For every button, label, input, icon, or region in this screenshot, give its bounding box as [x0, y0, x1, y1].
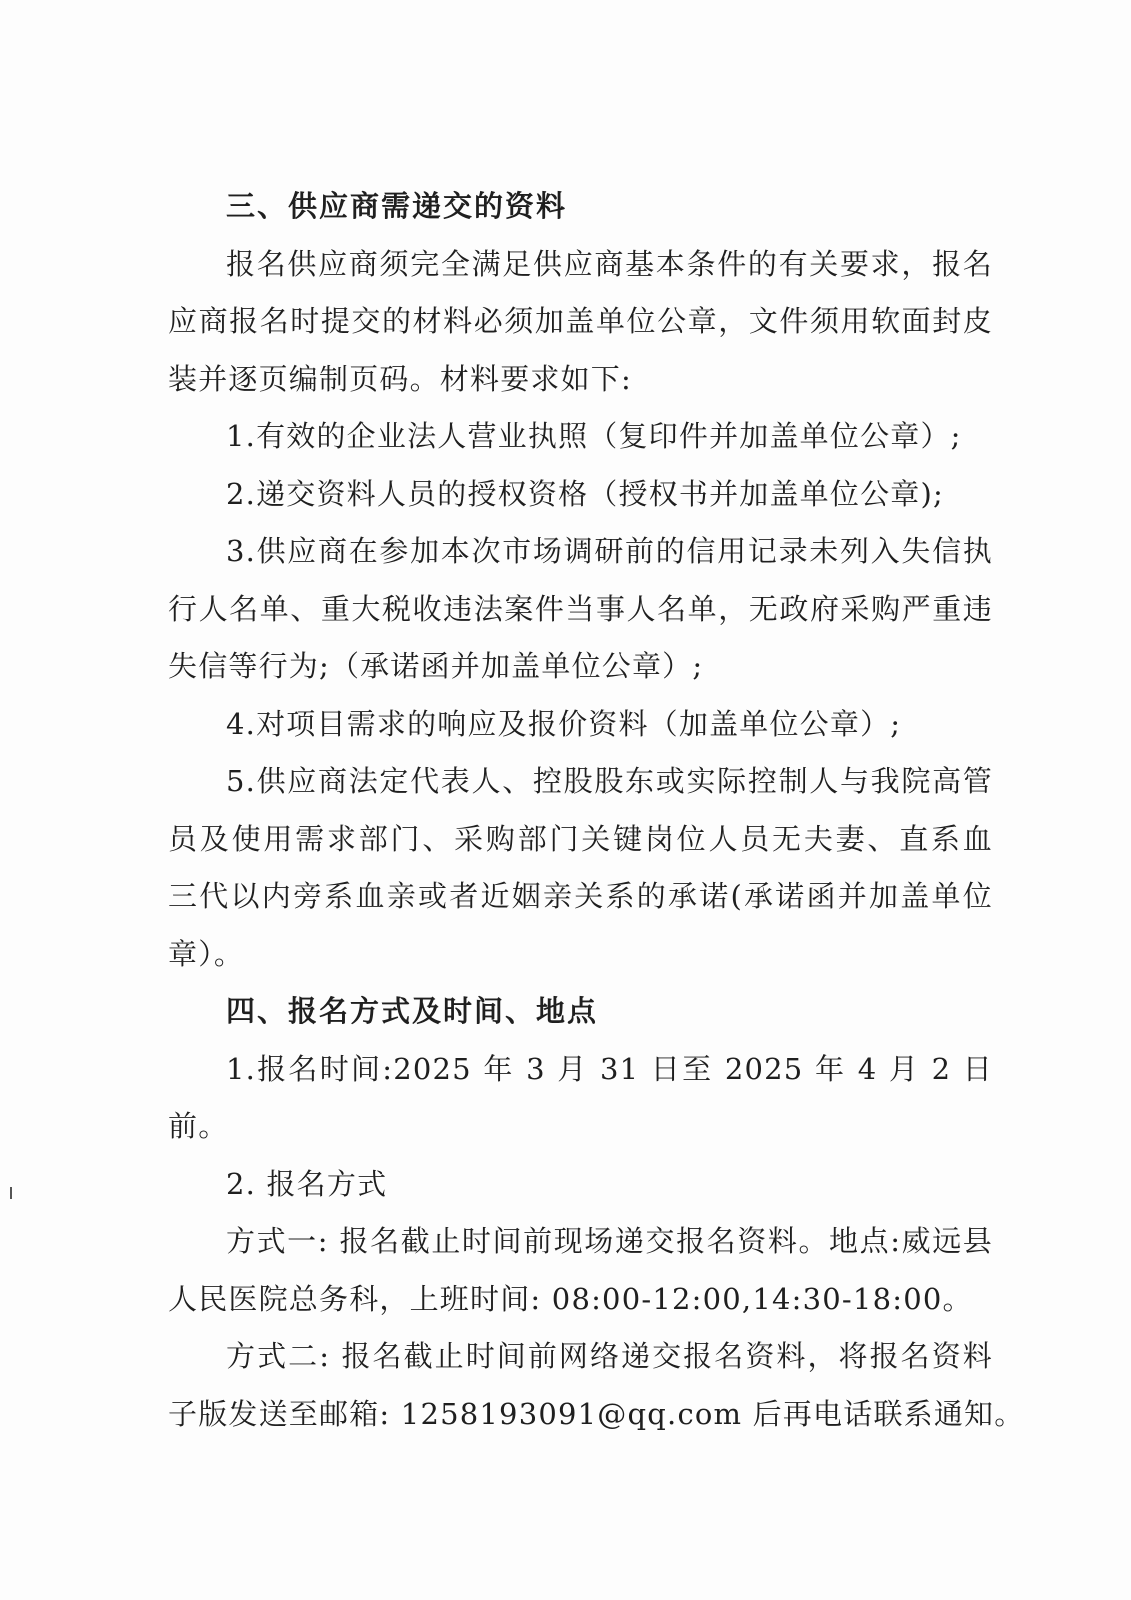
paragraph-line: 行人名单、重大税收违法案件当事人名单，无政府采购严重违: [168, 591, 993, 626]
paragraph-line: 5.供应商法定代表人、控股股东或实际控制人与我院高管: [226, 764, 993, 798]
paragraph-line: 装并逐页编制页码。材料要求如下:: [168, 361, 632, 396]
paragraph-line: 报名供应商须完全满足供应商基本条件的有关要求，报名: [226, 246, 993, 281]
paragraph-line: 方式一: 报名截止时间前现场递交报名资料。地点:威远县: [226, 1224, 993, 1258]
document-body: [168, 186, 1025, 1451]
paragraph-line: 2.递交资料人员的授权资格（授权书并加盖单位公章);: [226, 476, 944, 511]
paragraph-line: 方式二: 报名截止时间前网络递交报名资料，将报名资料: [226, 1339, 993, 1373]
scan-margin-mark: [10, 1187, 12, 1199]
paragraph-line: 人民医院总务科，上班时间: 08:00-12:00,14:30-18:00。: [168, 1281, 973, 1316]
paragraph-line: 章）。: [168, 936, 245, 971]
paragraph-line: 三代以内旁系血亲或者近姻亲关系的承诺(承诺函并加盖单位: [168, 879, 993, 913]
paragraph-line: 1.报名时间:2025 年 3 月 31 日至 2025 年 4 月 2 日: [226, 1051, 993, 1086]
paragraph-line: 2. 报名方式: [226, 1166, 388, 1201]
section-heading: 四、报名方式及时间、地点: [226, 994, 599, 1028]
paragraph-line: 员及使用需求部门、采购部门关键岗位人员无夫妻、直系血: [168, 821, 993, 856]
paragraph-line: 失信等行为;（承诺函并加盖单位公章）;: [168, 649, 704, 683]
section-heading: 三、供应商需递交的资料: [226, 189, 568, 223]
paragraph-line: 应商报名时提交的材料必须加盖单位公章，文件须用软面封皮: [168, 304, 993, 338]
paragraph-line: 子版发送至邮箱: 1258193091@qq.com 后再电话联系通知。: [168, 1396, 1025, 1431]
paragraph-line: 前。: [168, 1109, 229, 1143]
paragraph-line: 3.供应商在参加本次市场调研前的信用记录未列入失信执: [226, 534, 993, 568]
paragraph-line: 1.有效的企业法人营业执照（复印件并加盖单位公章）;: [226, 419, 962, 453]
paragraph-line: 4.对项目需求的响应及报价资料（加盖单位公章）;: [226, 706, 902, 741]
